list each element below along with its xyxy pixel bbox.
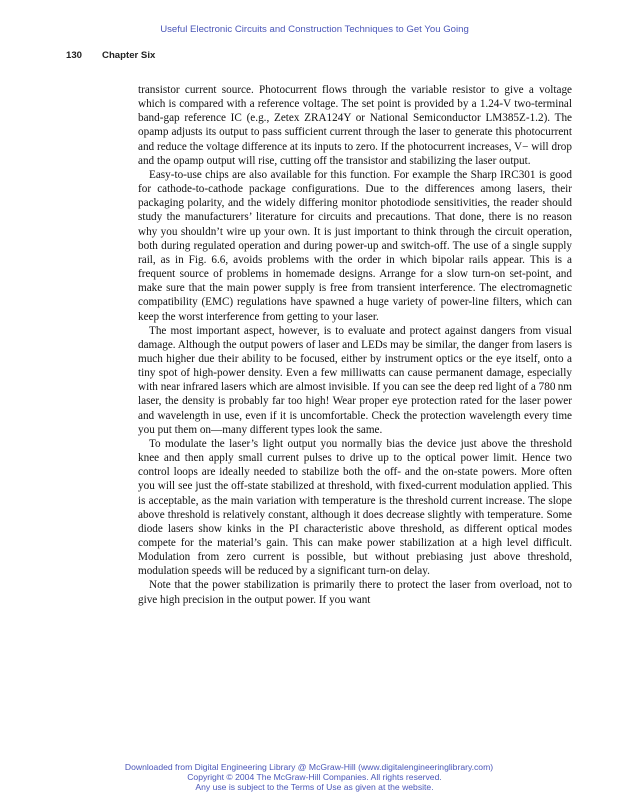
terms-notice: Any use is subject to the Terms of Use as given at the website. [195, 782, 434, 792]
paragraph-continued: transistor current source. Photocurrent flows through the variable resistor to give a voltage which is compared with a reference voltage. The set point is provided by a 1.24-V two-terminal band-gap reference IC (e.g., Zetex ZRA124Y or National Semiconductor LM385Z-1.2). The opamp adjusts its output to pass sufficient current through the laser to generate this photocurrent and reduce the voltage difference at its inputs to zero. If the photocurrent increases, V− will drop and the opamp output will rise, cutting off the transistor and stabilizing the laser output. [138, 84, 572, 167]
page-footer [0, 762, 629, 792]
paragraph: Easy-to-use chips are also available for this function. For example the Sharp IRC301 is good for cathode-to-cathode package configurations. Due to the differences among lasers, their packaging polarity, and the widely differing monitor photodiode sensitivities, the reader should study the manufacturers’ literature for circuits and precautions. That done, there is no reason why you shouldn’t wire up your own. It is just important to think through the circuit operation, both during regulated operation and during power-up and switch-off. The use of a single supply rail, as in Fig. 6.6, avoids problems with the order in which bipolar rails appear. This is a frequent source of problems in homemade designs. Arrange for a slow turn-on set-point, and make sure that the main power supply is free from transient interference. The electromagnetic compatibility (EMC) regulations have spawned a huge variety of power-line filters, which can keep the worst interference from getting to your laser. [138, 168, 572, 323]
chapter-title: Chapter Six [102, 50, 156, 61]
running-head [66, 50, 155, 61]
download-notice: Downloaded from Digital Engineering Library @ McGraw-Hill (www.digitalengineeringlibrary.com) [124, 762, 494, 772]
book-title-banner: Useful Electronic Circuits and Construction Techniques to Get You Going [160, 24, 469, 35]
copyright-notice: Copyright © 2004 The McGraw-Hill Companies. All rights reserved. [187, 772, 442, 782]
body-text [138, 83, 572, 607]
paragraph: The most important aspect, however, is to evaluate and protect against dangers from visual damage. Although the output powers of laser and LEDs may be similar, the danger from lasers is much higher due their ability to be focused, either by instrument optics or the eye itself, onto a tiny spot of high-power density. Even a few milliwatts can cause permanent damage, especially with near infrared lasers which are almost invisible. If you can see the deep red light of a 780 nm laser, the density is probably far too high! Wear proper eye protection rated for the laser power and wavelength in use, even if it is uncomfortable. Check the protection wavelength every time you put them on—many different types look the same. [138, 324, 572, 436]
page-number: 130 [66, 50, 83, 61]
paragraph: Note that the power stabilization is primarily there to protect the laser from overload, not to give high precision in the output power. If you want [138, 579, 572, 606]
paragraph: To modulate the laser’s light output you normally bias the device just above the threshold knee and then apply small current pulses to drive up to the optical power limit. Hence two control loops are ideally needed to stabilize both the off- and the on-state powers. More often you will see just the off-state stabilized at threshold, with fixed-current modulation applied. This is acceptable, as the main variation with temperature is the threshold current increase. The slope above threshold is relatively constant, although it does decrease slightly with temperature. Some diode lasers show kinks in the PI characteristic above threshold, as different optical modes compete for the material’s gain. This can make power stabilization at a high level difficult. Modulation from zero current is possible, but without prebiasing just above threshold, modulation speeds will be reduced by a significant turn-on delay. [138, 437, 572, 578]
